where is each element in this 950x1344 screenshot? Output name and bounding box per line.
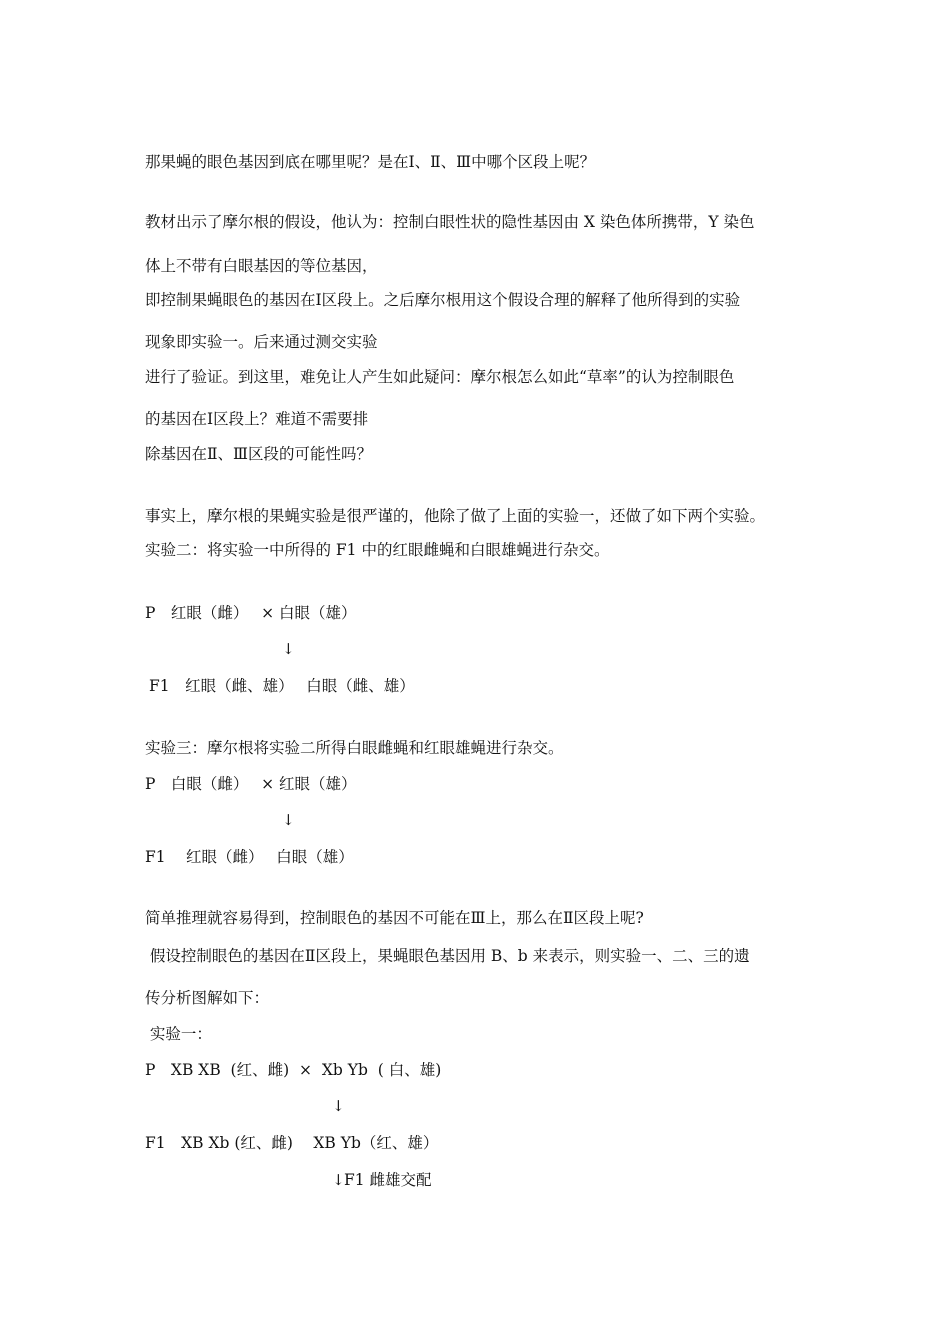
cross-offspring-line: F1 红眼（雌、雄） 白眼（雌、雄） — [149, 677, 415, 695]
paragraph-line: 体上不带有白眼基因的等位基因， — [145, 257, 378, 275]
paragraph-line: 简单推理就容易得到，控制眼色的基因不可能在Ⅲ上，那么在Ⅱ区段上呢? — [145, 909, 644, 927]
cross-offspring-line: F1 红眼（雌） 白眼（雄） — [145, 848, 354, 866]
experiment-1-heading: 实验一： — [145, 1025, 212, 1043]
paragraph-line: 假设控制眼色的基因在Ⅱ区段上，果蝇眼色基因用 B、b 来表示，则实验一、二、三的遗 — [145, 947, 750, 965]
down-arrow-icon: ↓ — [282, 811, 295, 829]
paragraph-line: 事实上，摩尔根的果蝇实验是很严谨的，他除了做了上面的实验一，还做了如下两个实验。 — [145, 507, 766, 525]
cross-offspring-line: F1 XB Xb (红、雌) XB Yb（红、雄） — [145, 1134, 439, 1152]
f1-intercross-label: F1 雌雄交配 — [344, 1171, 432, 1189]
down-arrow-icon: ↓ — [332, 1171, 345, 1189]
cross-parent-line: P 白眼（雌） × 红眼（雄） — [145, 775, 357, 793]
experiment-2-heading: 实验二：将实验一中所得的 F1 中的红眼雌蝇和白眼雄蝇进行杂交。 — [145, 541, 610, 559]
paragraph-line: 教材出示了摩尔根的假设，他认为：控制白眼性状的隐性基因由 X 染色体所携带，Y 染色 — [145, 213, 755, 231]
cross-parent-line: P 红眼（雌） × 白眼（雄） — [145, 604, 357, 622]
paragraph-line: 进行了验证。到这里，难免让人产生如此疑问：摩尔根怎么如此“草率”的认为控制眼色 — [145, 368, 735, 386]
paragraph-question: 那果蝇的眼色基因到底在哪里呢？是在Ⅰ、Ⅱ、Ⅲ中哪个区段上呢？ — [145, 153, 596, 171]
down-arrow-icon: ↓ — [282, 640, 295, 658]
paragraph-line: 传分析图解如下： — [145, 989, 270, 1007]
down-arrow-icon: ↓ — [332, 1097, 345, 1115]
paragraph-line: 即控制果蝇眼色的基因在Ⅰ区段上。之后摩尔根用这个假设合理的解释了他所得到的实验 — [145, 291, 741, 309]
paragraph-line: 除基因在Ⅱ、Ⅲ区段的可能性吗？ — [145, 445, 372, 463]
cross-parent-line: P XB XB (红、雌) × Xb Yb ( 白、雄) — [145, 1061, 442, 1079]
experiment-3-heading: 实验三：摩尔根将实验二所得白眼雌蝇和红眼雄蝇进行杂交。 — [145, 739, 564, 757]
paragraph-line: 现象即实验一。后来通过测交实验 — [145, 333, 378, 351]
paragraph-line: 的基因在Ⅰ区段上？难道不需要排 — [145, 410, 369, 428]
